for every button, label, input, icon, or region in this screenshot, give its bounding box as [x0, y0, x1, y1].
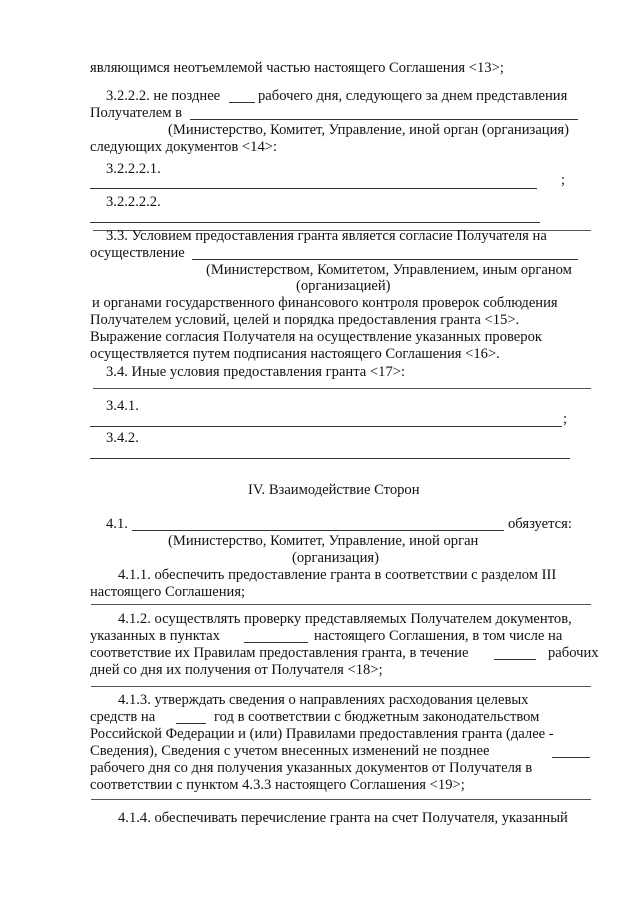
- region-border: [91, 604, 591, 605]
- text-line: (организация): [292, 550, 379, 566]
- text-line: настоящего Соглашения, в том числе на: [314, 628, 563, 644]
- text-line: обязуется:: [508, 516, 572, 532]
- text-line: следующих документов <14>:: [90, 139, 278, 155]
- text-line: являющимся неотъемлемой частью настоящего Соглашения <13>;: [90, 60, 504, 76]
- text-line: (организацией): [296, 278, 391, 294]
- fill-blank: [90, 222, 540, 223]
- fill-blank: [190, 119, 578, 120]
- text-line: осуществление: [90, 245, 185, 261]
- section-heading: IV. Взаимодействие Сторон: [248, 482, 420, 498]
- text-line: ;: [561, 172, 566, 188]
- text-line: (Министерство, Комитет, Управление, иной орган (организация): [168, 122, 569, 138]
- text-line: 4.1.3. утверждать сведения о направлениях расходования целевых: [118, 692, 529, 708]
- fill-blank: [244, 642, 308, 643]
- text-line: осуществляется путем подписания настоящего Соглашения <16>.: [90, 346, 500, 362]
- fill-blank: [494, 659, 536, 660]
- text-line: соответствии с пунктом 4.3.3 настоящего Соглашения <19>;: [90, 777, 465, 793]
- text-line: Российской Федерации и (или) Правилами предоставления гранта (далее -: [90, 726, 554, 742]
- fill-blank: [90, 426, 562, 427]
- text-line: 3.3. Условием предоставления гранта является согласие Получателя на: [106, 228, 547, 244]
- text-line: ;: [563, 411, 568, 427]
- fill-blank: [132, 530, 504, 531]
- text-line: 4.1.4. обеспечивать перечисление гранта на счет Получателя, указанный: [118, 810, 568, 826]
- text-line: средств на: [90, 709, 156, 725]
- region-border: [91, 686, 591, 687]
- text-line: Выражение согласия Получателя на осуществление указанных проверок: [90, 329, 542, 345]
- text-line: 3.4.1.: [106, 398, 139, 414]
- text-line: Получателем условий, целей и порядка предоставления гранта <15>.: [90, 312, 520, 328]
- text-line: Получателем в: [90, 105, 183, 121]
- region-border: [93, 388, 591, 389]
- fill-blank: [552, 757, 590, 758]
- text-line: рабочего дня, следующего за днем представления: [258, 88, 568, 104]
- text-line: год в соответствии с бюджетным законодательством: [214, 709, 540, 725]
- text-line: и органами государственного финансового контроля проверок соблюдения: [92, 295, 558, 311]
- text-line: 3.4.2.: [106, 430, 139, 446]
- text-line: 3.2.2.2. не позднее: [106, 88, 221, 104]
- text-line: соответствие их Правилам предоставления гранта, в течение: [90, 645, 469, 661]
- text-line: рабочих: [548, 645, 599, 661]
- text-line: 3.2.2.2.1.: [106, 161, 161, 177]
- text-line: 3.4. Иные условия предоставления гранта <17>:: [106, 364, 406, 380]
- text-line: 3.2.2.2.2.: [106, 194, 161, 210]
- fill-blank: [176, 723, 206, 724]
- text-line: рабочего дня со дня получения указанных документов от Получателя в: [90, 760, 533, 776]
- fill-blank: [229, 102, 255, 103]
- text-line: настоящего Соглашения;: [90, 584, 246, 600]
- fill-blank: [90, 458, 570, 459]
- text-line: (Министерством, Комитетом, Управлением, иным органом: [206, 262, 572, 278]
- text-line: (Министерство, Комитет, Управление, иной орган: [168, 533, 479, 549]
- text-line: 4.1.2. осуществлять проверку представляемых Получателем документов,: [118, 611, 572, 627]
- region-border: [91, 799, 591, 800]
- text-line: 4.1.1. обеспечить предоставление гранта в соответствии с разделом III: [118, 567, 557, 583]
- fill-blank: [192, 259, 578, 260]
- text-line: 4.1.: [106, 516, 128, 532]
- text-line: указанных в пунктах: [90, 628, 220, 644]
- text-line: дней со дня их получения от Получателя <18>;: [90, 662, 383, 678]
- fill-blank: [90, 188, 537, 189]
- text-line: Сведения), Сведения с учетом внесенных изменений не позднее: [90, 743, 490, 759]
